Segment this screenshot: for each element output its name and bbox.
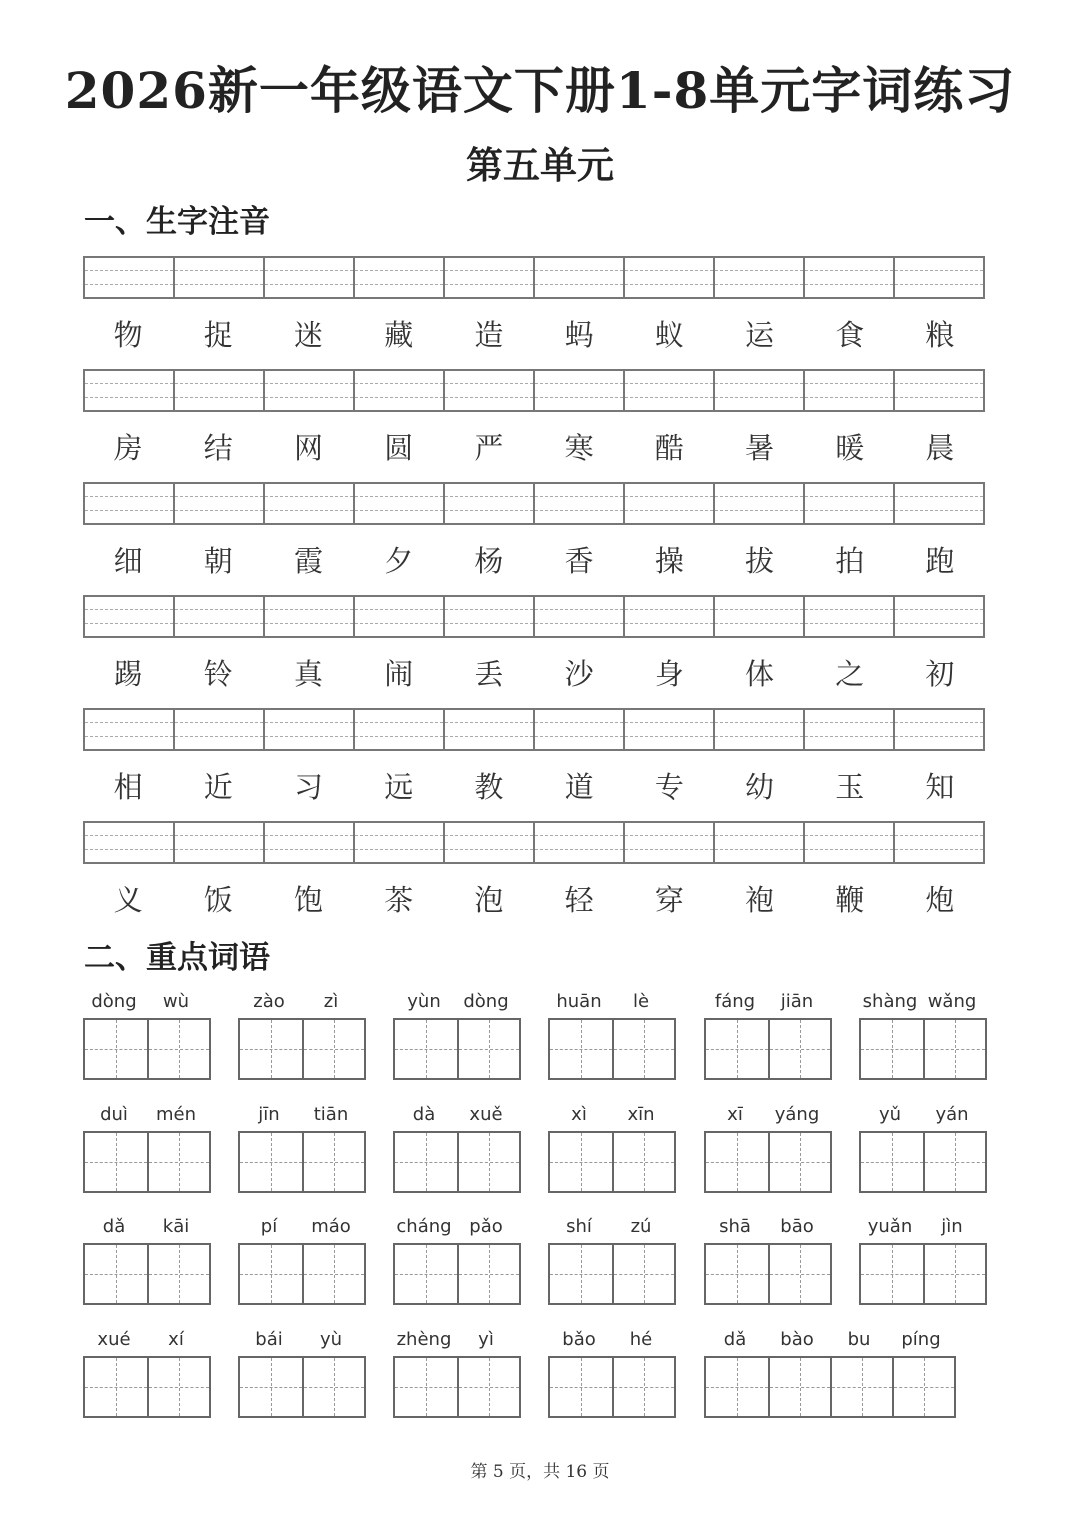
- character: 义: [113, 883, 143, 917]
- tianzige-grid: [704, 1131, 832, 1193]
- word-pinyin: [393, 1328, 517, 1352]
- pinyin-answer-box[interactable]: [533, 484, 623, 523]
- pinyin-syllable: tiān: [313, 1104, 349, 1125]
- pinyin-syllable: wù: [162, 991, 190, 1012]
- character: 酷: [654, 431, 684, 465]
- word-pinyin: [83, 1215, 207, 1239]
- word-pinyin: [859, 1215, 983, 1239]
- pinyin-syllable: shàng: [862, 991, 918, 1012]
- pinyin-syllable: zú: [630, 1216, 652, 1237]
- writing-cell[interactable]: [550, 1133, 612, 1191]
- pinyin-syllable: kāi: [162, 1216, 190, 1237]
- character: 轻: [564, 883, 594, 917]
- character-row: [83, 423, 985, 473]
- word-pinyin: [83, 1103, 207, 1127]
- pinyin-answer-box[interactable]: [263, 597, 353, 636]
- word-pinyin: [704, 1215, 828, 1239]
- pinyin-syllable: xuě: [469, 1104, 503, 1125]
- tianzige-grid: [393, 1356, 521, 1418]
- pinyin-answer-box[interactable]: [713, 823, 803, 862]
- writing-cell[interactable]: [612, 1020, 674, 1078]
- pinyin-answer-box[interactable]: [263, 371, 353, 410]
- word-pinyin: [238, 1103, 362, 1127]
- pinyin-syllable: bu: [847, 1329, 871, 1350]
- writing-cell[interactable]: [302, 1358, 364, 1416]
- character: 远: [384, 770, 414, 804]
- pinyin-answer-box[interactable]: [803, 258, 893, 297]
- pinyin-answer-box[interactable]: [263, 258, 353, 297]
- character: 跑: [925, 544, 955, 578]
- pinyin-answer-box[interactable]: [353, 371, 443, 410]
- pinyin-answer-box[interactable]: [173, 710, 263, 749]
- character: 藏: [384, 318, 414, 352]
- word-pinyin: [238, 1328, 362, 1352]
- character: 房: [113, 431, 143, 465]
- writing-cell[interactable]: [240, 1133, 302, 1191]
- pinyin-answer-box[interactable]: [443, 823, 533, 862]
- word-pinyin: [83, 1328, 207, 1352]
- pinyin-syllable: jiān: [780, 991, 814, 1012]
- character: 暖: [835, 431, 865, 465]
- pinyin-answer-box[interactable]: [85, 597, 173, 636]
- writing-cell[interactable]: [457, 1245, 519, 1303]
- writing-cell[interactable]: [85, 1133, 147, 1191]
- tianzige-grid: [238, 1243, 366, 1305]
- writing-cell[interactable]: [861, 1245, 923, 1303]
- pinyin-write-row: [83, 482, 985, 525]
- character: 朝: [203, 544, 233, 578]
- pinyin-syllable: dòng: [91, 991, 137, 1012]
- writing-cell[interactable]: [395, 1358, 457, 1416]
- character: 捉: [203, 318, 233, 352]
- writing-cell[interactable]: [147, 1358, 209, 1416]
- character: 蚂: [564, 318, 594, 352]
- writing-cell[interactable]: [240, 1020, 302, 1078]
- pinyin-answer-box[interactable]: [85, 258, 173, 297]
- character: 圆: [384, 431, 414, 465]
- character: 穿: [654, 883, 684, 917]
- pinyin-answer-box[interactable]: [803, 597, 893, 636]
- pinyin-answer-box[interactable]: [623, 597, 713, 636]
- pinyin-syllable: mén: [155, 1104, 197, 1125]
- character: 网: [294, 431, 324, 465]
- unit-subtitle: 第五单元: [466, 143, 614, 187]
- tianzige-grid: [238, 1131, 366, 1193]
- pinyin-answer-box[interactable]: [443, 484, 533, 523]
- writing-cell[interactable]: [830, 1358, 892, 1416]
- tianzige-grid: [83, 1243, 211, 1305]
- pinyin-answer-box[interactable]: [85, 710, 173, 749]
- pinyin-syllable: zì: [323, 991, 339, 1012]
- character: 拍: [835, 544, 865, 578]
- pinyin-answer-box[interactable]: [263, 710, 353, 749]
- character: 相: [113, 770, 143, 804]
- page-footer: 第 5 页，共 16 页: [470, 1462, 610, 1482]
- writing-cell[interactable]: [240, 1358, 302, 1416]
- pinyin-answer-box[interactable]: [263, 484, 353, 523]
- pinyin-syllable: píng: [901, 1329, 941, 1350]
- character: 近: [203, 770, 233, 804]
- pinyin-answer-box[interactable]: [85, 484, 173, 523]
- writing-cell[interactable]: [923, 1133, 985, 1191]
- character: 专: [654, 770, 684, 804]
- pinyin-syllable: cháng: [396, 1216, 452, 1237]
- pinyin-answer-box[interactable]: [173, 823, 263, 862]
- pinyin-answer-box[interactable]: [263, 823, 353, 862]
- pinyin-answer-box[interactable]: [893, 597, 983, 636]
- pinyin-syllable: hé: [629, 1329, 653, 1350]
- character: 炮: [925, 883, 955, 917]
- pinyin-answer-box[interactable]: [803, 484, 893, 523]
- word-pinyin: [548, 990, 672, 1014]
- writing-cell[interactable]: [550, 1020, 612, 1078]
- character: 食: [835, 318, 865, 352]
- tianzige-grid: [83, 1356, 211, 1418]
- tianzige-grid: [704, 1243, 832, 1305]
- character: 饱: [294, 883, 324, 917]
- word-pinyin: [393, 990, 517, 1014]
- character: 道: [564, 770, 594, 804]
- pinyin-syllable: bāo: [780, 1216, 814, 1237]
- pinyin-answer-box[interactable]: [713, 597, 803, 636]
- character: 踢: [113, 657, 143, 691]
- page-title: 2026新一年级语文下册1-8单元字词练习: [64, 61, 1016, 120]
- tianzige-grid: [548, 1243, 676, 1305]
- pinyin-answer-box[interactable]: [533, 710, 623, 749]
- pinyin-answer-box[interactable]: [353, 597, 443, 636]
- character: 物: [113, 318, 143, 352]
- writing-cell[interactable]: [768, 1020, 830, 1078]
- character: 造: [474, 318, 504, 352]
- word-pinyin: [548, 1215, 672, 1239]
- tianzige-grid: [859, 1131, 987, 1193]
- pinyin-write-row: [83, 708, 985, 751]
- character: 教: [474, 770, 504, 804]
- word-pinyin: [859, 1103, 983, 1127]
- pinyin-syllable: yì: [478, 1329, 494, 1350]
- pinyin-answer-box[interactable]: [533, 823, 623, 862]
- writing-cell[interactable]: [861, 1133, 923, 1191]
- writing-cell[interactable]: [457, 1020, 519, 1078]
- writing-cell[interactable]: [892, 1358, 954, 1416]
- pinyin-answer-box[interactable]: [803, 371, 893, 410]
- pinyin-syllable: yùn: [407, 991, 441, 1012]
- pinyin-write-row: [83, 369, 985, 412]
- character: 玉: [835, 770, 865, 804]
- character: 鞭: [835, 883, 865, 917]
- writing-cell[interactable]: [706, 1245, 768, 1303]
- writing-cell[interactable]: [923, 1245, 985, 1303]
- pinyin-syllable: bái: [255, 1329, 283, 1350]
- pinyin-syllable: jīn: [258, 1104, 280, 1125]
- character: 运: [745, 318, 775, 352]
- pinyin-answer-box[interactable]: [623, 484, 713, 523]
- pinyin-syllable: dǎ: [723, 1329, 747, 1350]
- word-pinyin: [393, 1215, 517, 1239]
- character: 之: [835, 657, 865, 691]
- character: 粮: [925, 318, 955, 352]
- character: 袍: [745, 883, 775, 917]
- pinyin-write-row: [83, 256, 985, 299]
- writing-cell[interactable]: [302, 1133, 364, 1191]
- character: 真: [294, 657, 324, 691]
- pinyin-answer-box[interactable]: [713, 371, 803, 410]
- character: 香: [564, 544, 594, 578]
- pinyin-answer-box[interactable]: [353, 484, 443, 523]
- pinyin-syllable: lè: [632, 991, 650, 1012]
- writing-cell[interactable]: [395, 1245, 457, 1303]
- pinyin-answer-box[interactable]: [803, 823, 893, 862]
- writing-cell[interactable]: [147, 1245, 209, 1303]
- pinyin-syllable: yáng: [774, 1104, 820, 1125]
- pinyin-write-row: [83, 595, 985, 638]
- pinyin-answer-box[interactable]: [85, 371, 173, 410]
- writing-cell[interactable]: [85, 1358, 147, 1416]
- word-pinyin: [83, 990, 207, 1014]
- writing-cell[interactable]: [612, 1358, 674, 1416]
- character: 习: [294, 770, 324, 804]
- writing-cell[interactable]: [706, 1020, 768, 1078]
- pinyin-answer-box[interactable]: [803, 710, 893, 749]
- character: 幼: [745, 770, 775, 804]
- writing-cell[interactable]: [302, 1245, 364, 1303]
- section-heading-characters: 一、生字注音: [84, 204, 270, 240]
- character: 沙: [564, 657, 594, 691]
- tianzige-grid: [548, 1131, 676, 1193]
- pinyin-syllable: xí: [168, 1329, 184, 1350]
- pinyin-answer-box[interactable]: [893, 258, 983, 297]
- writing-cell[interactable]: [706, 1358, 768, 1416]
- tianzige-grid: [393, 1131, 521, 1193]
- pinyin-answer-box[interactable]: [623, 710, 713, 749]
- character: 初: [925, 657, 955, 691]
- pinyin-answer-box[interactable]: [443, 597, 533, 636]
- pinyin-syllable: bào: [780, 1329, 814, 1350]
- character: 铃: [203, 657, 233, 691]
- writing-cell[interactable]: [612, 1245, 674, 1303]
- character: 闹: [384, 657, 414, 691]
- character: 饭: [203, 883, 233, 917]
- section-heading-words: 二、重点词语: [84, 940, 270, 976]
- pinyin-syllable: dà: [412, 1104, 436, 1125]
- writing-cell[interactable]: [550, 1245, 612, 1303]
- tianzige-grid: [704, 1018, 832, 1080]
- pinyin-syllable: máo: [311, 1216, 351, 1237]
- character: 寒: [564, 431, 594, 465]
- pinyin-answer-box[interactable]: [353, 710, 443, 749]
- pinyin-answer-box[interactable]: [713, 710, 803, 749]
- writing-cell[interactable]: [612, 1133, 674, 1191]
- writing-cell[interactable]: [85, 1020, 147, 1078]
- pinyin-syllable: yuǎn: [867, 1216, 913, 1237]
- character: 迷: [294, 318, 324, 352]
- writing-cell[interactable]: [457, 1133, 519, 1191]
- pinyin-syllable: jìn: [941, 1216, 963, 1237]
- pinyin-answer-box[interactable]: [353, 258, 443, 297]
- writing-cell[interactable]: [768, 1133, 830, 1191]
- pinyin-syllable: pí: [260, 1216, 278, 1237]
- character: 知: [925, 770, 955, 804]
- writing-cell[interactable]: [457, 1358, 519, 1416]
- pinyin-syllable: dǎ: [102, 1216, 126, 1237]
- tianzige-grid: [83, 1018, 211, 1080]
- pinyin-answer-box[interactable]: [623, 258, 713, 297]
- writing-cell[interactable]: [302, 1020, 364, 1078]
- writing-cell[interactable]: [768, 1358, 830, 1416]
- pinyin-syllable: shí: [566, 1216, 592, 1237]
- character: 结: [203, 431, 233, 465]
- word-pinyin: [238, 1215, 362, 1239]
- tianzige-grid: [704, 1356, 956, 1418]
- character: 夕: [384, 544, 414, 578]
- word-pinyin: [238, 990, 362, 1014]
- tianzige-grid: [393, 1018, 521, 1080]
- pinyin-answer-box[interactable]: [173, 371, 263, 410]
- pinyin-answer-box[interactable]: [173, 597, 263, 636]
- pinyin-syllable: pǎo: [469, 1216, 503, 1237]
- writing-cell[interactable]: [147, 1020, 209, 1078]
- pinyin-write-row: [83, 821, 985, 864]
- writing-cell[interactable]: [395, 1020, 457, 1078]
- pinyin-syllable: xī: [727, 1104, 743, 1125]
- character: 细: [113, 544, 143, 578]
- writing-cell[interactable]: [923, 1020, 985, 1078]
- tianzige-grid: [548, 1018, 676, 1080]
- tianzige-grid: [238, 1018, 366, 1080]
- pinyin-syllable: dòng: [463, 991, 509, 1012]
- pinyin-answer-box[interactable]: [353, 823, 443, 862]
- character: 霞: [294, 544, 324, 578]
- tianzige-grid: [83, 1131, 211, 1193]
- pinyin-answer-box[interactable]: [713, 258, 803, 297]
- pinyin-answer-box[interactable]: [893, 371, 983, 410]
- pinyin-syllable: huān: [556, 991, 602, 1012]
- pinyin-answer-box[interactable]: [713, 484, 803, 523]
- character: 晨: [925, 431, 955, 465]
- pinyin-answer-box[interactable]: [893, 710, 983, 749]
- character: 拔: [745, 544, 775, 578]
- pinyin-syllable: yǔ: [878, 1104, 902, 1125]
- writing-cell[interactable]: [147, 1133, 209, 1191]
- tianzige-grid: [393, 1243, 521, 1305]
- pinyin-answer-box[interactable]: [173, 258, 263, 297]
- pinyin-syllable: zào: [253, 991, 285, 1012]
- character-row: [83, 649, 985, 699]
- character: 体: [745, 657, 775, 691]
- pinyin-syllable: bǎo: [562, 1329, 596, 1350]
- character: 丢: [474, 657, 504, 691]
- character: 泡: [474, 883, 504, 917]
- pinyin-answer-box[interactable]: [623, 823, 713, 862]
- character-row: [83, 536, 985, 586]
- tianzige-grid: [548, 1356, 676, 1418]
- pinyin-syllable: wǎng: [927, 991, 977, 1012]
- writing-cell[interactable]: [550, 1358, 612, 1416]
- pinyin-syllable: xì: [571, 1104, 587, 1125]
- word-pinyin: [548, 1103, 672, 1127]
- pinyin-answer-box[interactable]: [893, 484, 983, 523]
- writing-cell[interactable]: [861, 1020, 923, 1078]
- writing-cell[interactable]: [395, 1133, 457, 1191]
- pinyin-syllable: fáng: [714, 991, 756, 1012]
- pinyin-syllable: xué: [97, 1329, 131, 1350]
- word-pinyin: [859, 990, 983, 1014]
- character: 严: [474, 431, 504, 465]
- pinyin-answer-box[interactable]: [173, 484, 263, 523]
- tianzige-grid: [859, 1018, 987, 1080]
- pinyin-answer-box[interactable]: [443, 710, 533, 749]
- pinyin-answer-box[interactable]: [443, 371, 533, 410]
- pinyin-syllable: yù: [319, 1329, 343, 1350]
- tianzige-grid: [859, 1243, 987, 1305]
- writing-cell[interactable]: [706, 1133, 768, 1191]
- word-pinyin: [393, 1103, 517, 1127]
- pinyin-answer-box[interactable]: [533, 258, 623, 297]
- word-pinyin: [548, 1328, 672, 1352]
- word-pinyin: [704, 990, 828, 1014]
- word-pinyin: [704, 1328, 952, 1352]
- character: 操: [654, 544, 684, 578]
- character: 茶: [384, 883, 414, 917]
- character: 暑: [745, 431, 775, 465]
- character-row: [83, 875, 985, 925]
- pinyin-syllable: xīn: [627, 1104, 655, 1125]
- character: 蚁: [654, 318, 684, 352]
- word-pinyin: [704, 1103, 828, 1127]
- pinyin-syllable: duì: [100, 1104, 128, 1125]
- pinyin-answer-box[interactable]: [893, 823, 983, 862]
- pinyin-answer-box[interactable]: [533, 371, 623, 410]
- pinyin-syllable: zhèng: [396, 1329, 452, 1350]
- writing-cell[interactable]: [240, 1245, 302, 1303]
- character-row: [83, 310, 985, 360]
- character: 身: [654, 657, 684, 691]
- writing-cell[interactable]: [768, 1245, 830, 1303]
- pinyin-syllable: shā: [719, 1216, 751, 1237]
- pinyin-answer-box[interactable]: [623, 371, 713, 410]
- pinyin-syllable: yán: [935, 1104, 969, 1125]
- pinyin-answer-box[interactable]: [85, 823, 173, 862]
- pinyin-answer-box[interactable]: [533, 597, 623, 636]
- tianzige-grid: [238, 1356, 366, 1418]
- pinyin-answer-box[interactable]: [443, 258, 533, 297]
- character: 杨: [474, 544, 504, 578]
- character-row: [83, 762, 985, 812]
- writing-cell[interactable]: [85, 1245, 147, 1303]
